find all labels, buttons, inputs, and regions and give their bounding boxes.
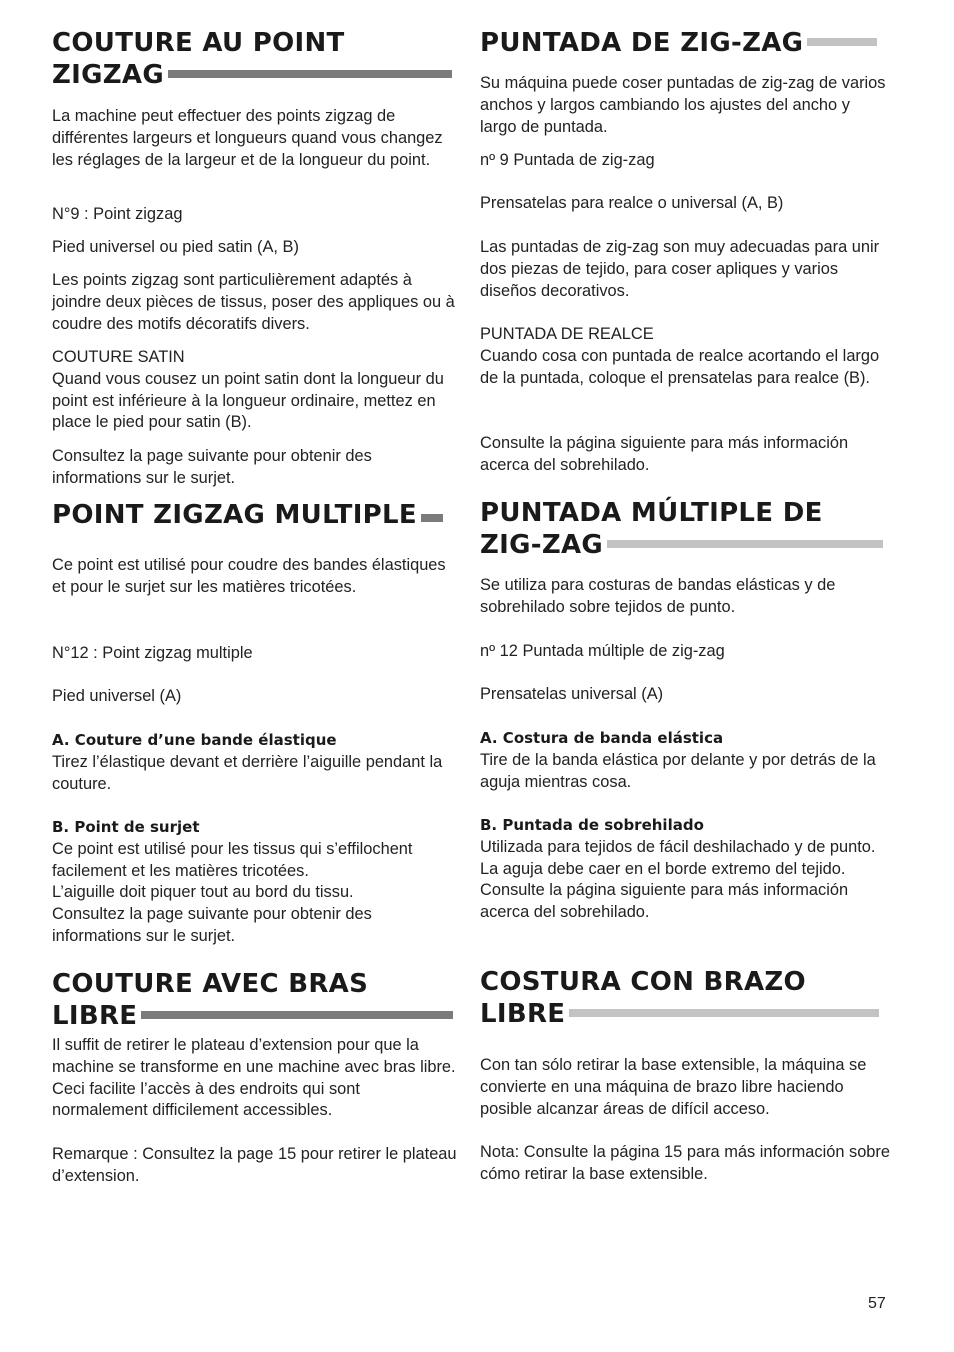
- section-heading: COSTURA CON BRAZO: [480, 967, 806, 997]
- paragraph: Ce point est utilisé pour coudre des bandes élastiques et pour le surjet sur les matières tricotées.: [52, 556, 446, 596]
- subsection-b: B. Point de surjet Ce point est utilisé pour les tissus qui s’effilochent facilement et les matières tricotées. L’aiguille doit piquer tout au bord du tissu. Consultez la page suivante pour obtenir des informations sur le surjet.: [52, 818, 413, 945]
- subsection-a: A. Costura de banda elástica Tire de la banda elástica por delante y por detrás de la aguja mientras cosa.: [480, 729, 876, 791]
- note: Remarque : Consultez la page 15 pour retirer le plateau d’extension.: [52, 1145, 457, 1185]
- subsection-a: A. Couture d’une bande élastique Tirez l’élastique devant et derrière l’aiguille pendant la couture.: [52, 731, 443, 793]
- section-puntada-multiple: [480, 497, 890, 561]
- section-heading: PUNTADA MÚLTIPLE DE: [480, 498, 823, 528]
- section-costura-brazo-libre: [480, 966, 890, 1030]
- presser-foot: Prensatelas universal (A): [480, 685, 664, 703]
- heading-rule: [607, 540, 883, 548]
- paragraph: Consulte la página siguiente para más información acerca del sobrehilado.: [480, 434, 849, 474]
- section-couture-bras-libre: [52, 968, 460, 1032]
- section-heading-line2: ZIG-ZAG: [480, 529, 890, 561]
- paragraph: Consultez la page suivante pour obtenir des informations sur le surjet.: [52, 447, 372, 487]
- section-couture-zigzag: [52, 27, 460, 91]
- section-point-zigzag-multiple: [52, 499, 460, 531]
- paragraph: Les points zigzag sont particulièrement adaptés à joindre deux pièces de tissus, poser des appliques ou à coudre des motifs décoratifs divers.: [52, 271, 455, 333]
- satin-paragraph: COUTURE SATIN Quand vous cousez un point satin dont la longueur du point est inférieure à la longueur ordinaire, mettez en place le pied pour satin (B).: [52, 348, 444, 432]
- paragraph: Con tan sólo retirar la base extensible, la máquina se convierte en una máquina de brazo libre haciendo posible alcanzar áreas de difícil acceso.: [480, 1056, 867, 1118]
- heading-rule: [141, 1011, 453, 1019]
- section-heading-line2: ZIGZAG: [52, 59, 460, 91]
- presser-foot: Prensatelas para realce o universal (A, B): [480, 194, 784, 212]
- paragraph: Su máquina puede coser puntadas de zig-zag de varios anchos y largos cambiando los ajustes del ancho y largo de puntada.: [480, 74, 886, 136]
- section-heading: COUTURE AVEC BRAS: [52, 969, 369, 999]
- subsection-b: B. Puntada de sobrehilado Utilizada para tejidos de fácil deshilachado y de punto. La aguja debe caer en el borde extremo del tejido. Consulte la página siguiente para más información acerca del sobrehilado.: [480, 816, 876, 922]
- paragraph: Il suffit de retirer le plateau d’extension pour que la machine se transforme en une machine avec bras libre. Ceci facilite l’accès à des endroits qui sont normalement difficilement accessibles.: [52, 1036, 456, 1120]
- section-heading: PUNTADA DE ZIG-ZAG: [480, 27, 890, 59]
- section-heading: POINT ZIGZAG MULTIPLE: [52, 499, 460, 531]
- section-heading: COUTURE AU POINT: [52, 28, 345, 58]
- paragraph: Se utiliza para costuras de bandas elásticas y de sobrehilado sobre tejidos de punto.: [480, 576, 836, 616]
- heading-rule: [569, 1009, 879, 1017]
- stitch-number: N°12 : Point zigzag multiple: [52, 644, 253, 662]
- note: Nota: Consulte la página 15 para más información sobre cómo retirar la base extensible.: [480, 1143, 890, 1183]
- presser-foot: Pied universel (A): [52, 687, 182, 705]
- heading-rule: [168, 70, 452, 78]
- stitch-number: nº 12 Puntada múltiple de zig-zag: [480, 642, 725, 660]
- heading-rule: [807, 38, 877, 46]
- page-number: 57: [868, 1295, 886, 1312]
- presser-foot: Pied universel ou pied satin (A, B): [52, 238, 299, 256]
- heading-rule: [421, 514, 443, 522]
- stitch-number: N°9 : Point zigzag: [52, 205, 183, 223]
- section-heading-line2: LIBRE: [52, 1000, 460, 1032]
- section-heading-line2: LIBRE: [480, 998, 890, 1030]
- stitch-number: nº 9 Puntada de zig-zag: [480, 151, 655, 169]
- paragraph: Las puntadas de zig-zag son muy adecuadas para unir dos piezas de tejido, para coser apliques y varios diseños decorativos.: [480, 238, 880, 300]
- paragraph: La machine peut effectuer des points zigzag de différentes largeurs et longueurs quand vous changez les réglages de la largeur et de la longueur du point.: [52, 107, 443, 169]
- realce-paragraph: PUNTADA DE REALCE Cuando cosa con puntada de realce acortando el largo de la puntada, coloque el prensatelas para realce (B).: [480, 325, 880, 387]
- section-puntada-zigzag: [480, 27, 890, 59]
